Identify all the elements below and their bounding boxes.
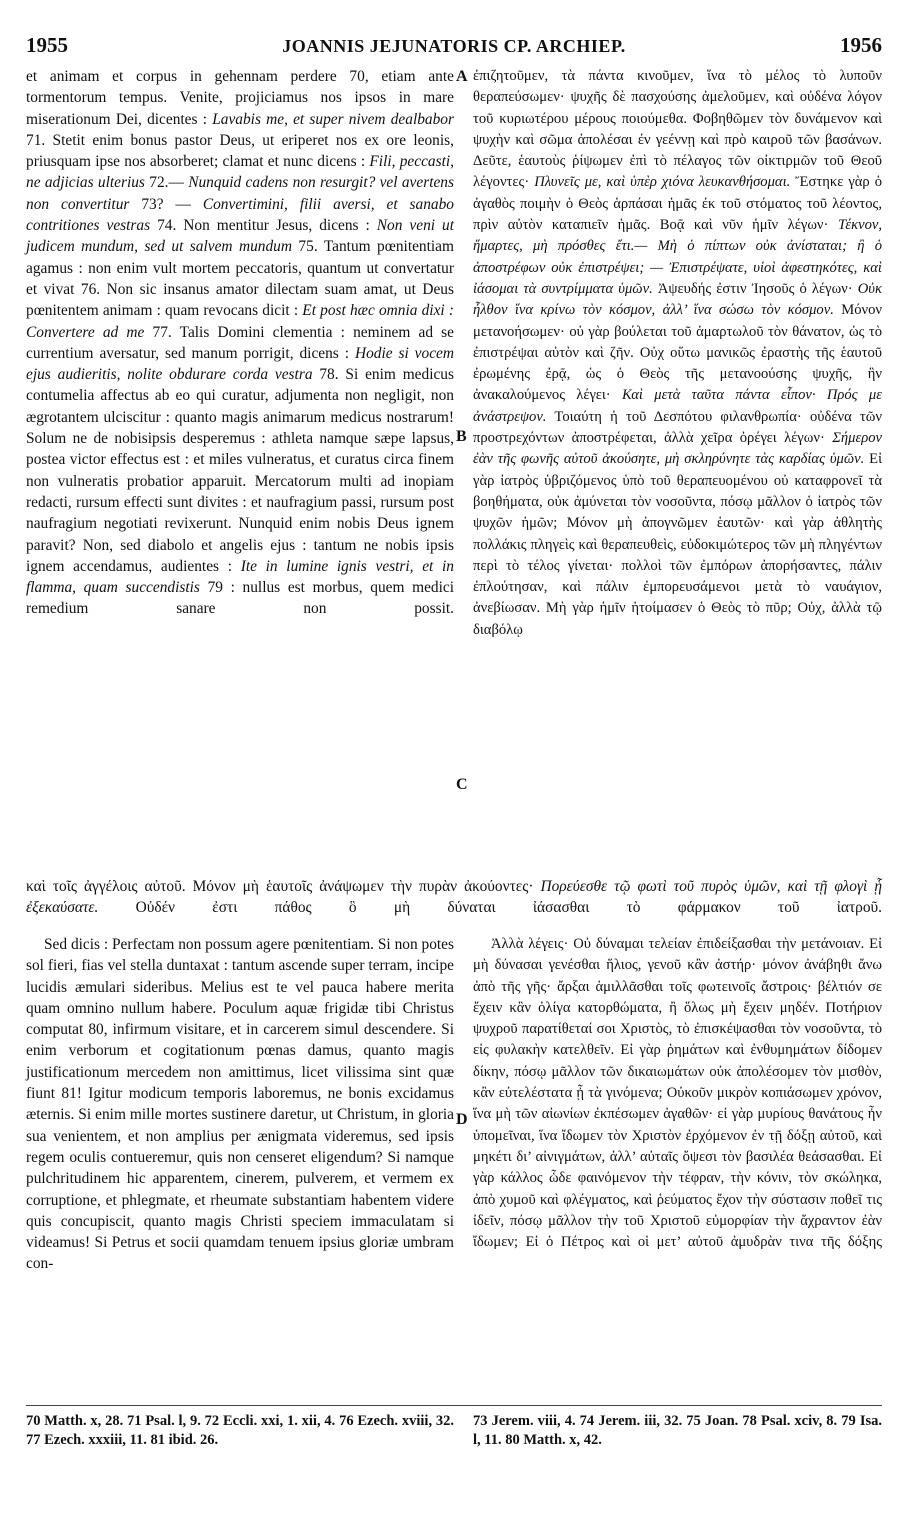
footnote-divider: [26, 1405, 882, 1406]
footnotes-right: [473, 1412, 882, 1450]
latin-paragraph: Sed dicis : Perfectam non possum agere pœnitentiam. Si non potes sol fieri, fias vel stella duntaxat : tantum ascende super terram, incipe lucidis æmulari sideribus. Melius est te vel pauca habere merita quam omnino nullum habere. Poculum aquæ frigidæ tibi Christus computat 80, infirmum visitare, et in carcerem simul descendere. Si enim verborum et cogitationum pœnas damus, quanto magis justificationum mercedem non amittimus, licet vilissima sint quæ fiunt 81! Igitur modicum temporis laboremus, ne bonis excidamus æternis. Si enim mille mortes sustinere daretur, ut Christum, in gloria sua venientem, et non amplius per ænigmata videremus, sed ipsis regem oculis contueremur, quis non censeret eligendum? Si namque pulchritudinem hic apparentem, cinerem, pulverem, et vermem ex corruptione, et phlegmate, et rheumate substantiam habentem videre quis concupiscit, quanto magis Christi speciem immaculatam si videamus! Si Petrus et socii quamdam tenuem ipsius gloriæ umbram con-: [26, 936, 454, 1273]
latin-paragraph: et animam et corpus in gehennam perdere 70, etiam ante tormentorum tempus. Venite, projiciamus nos ipsos in mare miserationum Dei, dicentes : Lavabis me, et super nivem dealbabor 71. Stetit enim bonus pastor Deus, ut eriperet nos ex ore leonis, priusquam ipse nos absorberet; clamat et nunc dicens : Fili, peccasti, ne adjicias ulterius 72.— Nunquid cadens non resurgit? vel avertens non convertitur 73? — Convertimini, filii aversi, et sanabo contritiones vestras 74. Non mentitur Jesus, dicens : Non veni ut judicem mundum, sed ut salvem mundum 75. Tantum pœnitentiam agamus : non enim vult mortem peccatoris, quantum ut convertatur et vivat 76. Non sic insanus amator dilectam suam amat, ut Deus pœnitentem animam : quam revocans dicit : Et post hæc omnia dixi : Convertere ad me 77. Talis Domini clementia : neminem ad se currentium aversatur, sed manum porrigit, dicens : Hodie si vocem ejus audieritis, nolite obdurare corda vestra 78. Si enim medicus contumelia affectus ab eo qui curatur, adjumenta non negligit, non ægrotantem ulciscitur : quanto magis animarum medicus nostrarum! Solum ne de nobisipsis desperemus : athleta namque sæpe lapsus, postea victor effectus est : et miles vulneratus, et curatus circa finem non vulneratis probatior apparuit. Mercatorum multi ad inopiam redacti, rursum effecti sunt divites : et naufragium passi, rursum post naufragium negotiati revixerunt. Nunquid enim nobis Deus ignem paravit? Non, sed diabolo et angelis ejus : tantum ne nobis ipsis ignem accendamus, audientes : Ite in lumine ignis vestri, et in flamma, quam succendistis 79 : nullus est morbus, quem medici remedium sanare non possit.: [26, 68, 455, 618]
margin-letter-b: B: [456, 428, 467, 445]
full-width-paragraph: καὶ τοῖς ἀγγέλοις αὐτοῦ. Μόνον μὴ ἑαυτοῖς ἀνάψωμεν τὴν πυρὰν ἀκούοντες· Πορεύεσθε τῷ φωτὶ τοῦ πυρὸς ὑμῶν, καὶ τῇ φλογὶ ᾗ ἐξεκαύσατε. Οὐδέν ἐστι πάθος ὃ μὴ δύναται ἰάσασθαι τὸ φάρμακον τοῦ ἰατροῦ.: [26, 878, 882, 917]
footnotes-left: [26, 1412, 454, 1450]
left-page-number: 1955: [26, 33, 68, 57]
greek-column-lower: [473, 934, 882, 1253]
margin-letter-c: C: [456, 776, 468, 793]
greek-paragraph: Ἀλλὰ λέγεις· Οὐ δύναμαι τελείαν ἐπιδείξασθαι τὴν μετάνοιαν. Εἰ μὴ δύνασαι γενέσθαι ἥλιος, γενοῦ κἂν ἀστήρ· μόνον ἀνάβηθι ἄνω ἀπὸ τῆς γῆς· ἄρξαι ἁμιλλᾶσθαι τοῖς φωτεινοῖς ἄστροις· βέλτιόν σε ἔχειν κἂν ὀλίγα κατορθώματα, ἢ ὅλως μὴ ἔχειν μηδέν. Ποτήριον ψυχροῦ παρατίθεταί σοι Χριστὸς, τὸ ἐπισκέψασθαι τὸν νοσοῦντα, τὸ εἰς φυλακὴν κατελθεῖν. Εἰ γὰρ ῥημάτων καὶ ἐνθυμημάτων δίδομεν δίκην, πόσῳ μᾶλλον τῶν δικαιωμάτων οὐκ ἀπολέσομεν τὸν μισθὸν, κἂν εὐτελέστατα ᾖ τὰ γινόμενα; Οὐκοῦν μικρὸν κοπιάσωμεν χρόνον, ἵνα μὴ τῶν αἰωνίων ἐκπέσωμεν ἀγαθῶν· εἰ γὰρ μυρίους θανάτους ἦν ὑπομεῖναι, ἵνα ἴδωμεν τὸν Χριστὸν ἐρχόμενον ἐν τῇ δόξῃ αὐτοῦ, καὶ μηκέτι δι’ αἰνιγμάτων, ἀλλ’ αὐταῖς ὄψεσι τὸν βασιλέα θεάσασθαι. Εἰ γὰρ κάλλος ὧδε φαινόμενον τὴν τέφραν, τὴν κόνιν, τὸν σκώληκα, ἀπὸ χυμοῦ καὶ φλέγματος, καὶ ῥεύματος ἔχον τὴν σύστασιν ποθεῖ τις ἰδεῖν, πόσῳ μᾶλλον τὴν τοῦ Χριστοῦ εὐμορφίαν τὴν ἄχραντον ἐὰν ἴδωμεν; Εἰ ὁ Πέτρος καὶ οἱ μετ’ αὐτοῦ ἀμυδρὰν τινα τῆς δόξης: [473, 936, 882, 1251]
latin-column-lower: [26, 934, 454, 1275]
running-title: JOANNIS JEJUNATORIS CP. ARCHIEP.: [282, 36, 626, 56]
right-page-number: 1956: [839, 33, 882, 57]
greek-paragraph: ἐπιζητοῦμεν, τὰ πάντα κινοῦμεν, ἵνα τὸ μέλος τὸ λυποῦν θεραπεύσωμεν· ψυχῆς δὲ πασχούσης ἀμελοῦμεν, καὶ οὐδένα λόγον τοῦ κυριωτέρου μέρους ποιούμεθα. Φοβηθῶμεν τὸν δυνάμενον καὶ ψυχὴν καὶ σῶμα ἀπολέσαι ἐν γεέννῃ καὶ πρὸ καιροῦ τῶν βασάνων. Δεῦτε, ἑαυτοὺς ῥίψωμεν ἐπὶ τὸ πέλαγος τῶν οἰκτιρμῶν τοῦ Θεοῦ λέγοντες· Πλυνεῖς με, καὶ ὑπὲρ χιόνα λευκανθήσομαι. Ἔστηκε γὰρ ὁ ἀγαθὸς ποιμὴν ὁ Θεὸς ἁρπάσαι ἡμᾶς ἐκ τοῦ στόματος τοῦ λέοντος, πρὶν αὐτὸν καταπιεῖν ἡμᾶς. Βοᾷ καὶ νῦν ἡμῖν λέγων· Τέκνον, ἥμαρτες, μὴ πρόσθες ἔτι.— Μὴ ὁ πίπτων οὐκ ἀνίσταται; ἢ ὁ ἀποστρέφων οὐκ ἐπιστρέψει; — Ἐπιστρέψατε, υἱοὶ ἀφεστηκότες, καὶ ἰάσομαι τὰ συντρίμματα ὑμῶν. Ἀψευδής ἐστιν Ἰησοῦς ὁ λέγων· Οὐκ ἦλθον ἵνα κρίνω τὸν κόσμον, ἀλλ’ ἵνα σώσω τὸν κόσμον. Μόνον μετανοήσωμεν· οὐ γὰρ βούλεται τοῦ ἁμαρτωλοῦ τὸν θάνατον, ὡς τὸ ἐπιστρέψαι αὐτὸν καὶ ζῆν. Οὐχ οὕτω μανικῶς ἐραστὴς τῆς ἑαυτοῦ ἐρωμένης ἐρᾷ, ὡς ὁ Θεὸς τῆς μετανοούσης ψυχῆς, ἣν ἀνακαλούμενος λέγει· Καὶ μετὰ ταῦτα πάντα εἶπον· Πρός με ἀνάστρεψον. Τοιαύτη ἡ τοῦ Δεσπότου φιλανθρωπία· οὐδένα τῶν προστρεχόντων ἀποστρέφεται, ἀλλὰ χεῖρα ὀρέγει λέγων· Σήμερον ἐὰν τῆς φωνῆς αὐτοῦ ἀκούσητε, μὴ σκληρύνητε τὰς καρδίας ὑμῶν. Εἰ γὰρ ἰατρὸς ὑβριζόμενος ὑπὸ τοῦ θεραπευομένου οὐ καταφρονεῖ τὰ βοηθήματα, οὐκ ἀμύνεται τὸν νοσοῦντα, πόσῳ μᾶλλον ὁ ἰατρὸς τῶν ψυχῶν ἡμῶν; Μόνον μὴ ἀπογνῶμεν ἑαυτῶν· καὶ γὰρ ἀθλητὴς πολλάκις πληγεὶς καὶ θεραπευθεὶς, εὐδοκιμώτερος τῶν μὴ πληγέντων περὶ τὸ τέλος γίνεται· πολλοὶ τῶν ἐμπόρων ἀπορήσαντες, πάλιν ἐπλούτησαν, καὶ πάλιν ἐμπορευσάμενοι μετὰ τὸ ναυάγιον, ἀνεβίωσαν. Μὴ γὰρ ἡμῖν ἡτοίμασεν ὁ Θεὸς τὸ πῦρ; Οὐχ, ἀλλὰ τῷ διαβόλῳ: [473, 68, 883, 638]
footnote-text: 73 Jerem. viii, 4. 74 Jerem. iii, 32. 75 Joan. 78 Psal. xciv, 8. 79 Isa. l, 11. 80 Matth. x, 42.: [473, 1413, 882, 1448]
running-header: [26, 33, 882, 59]
greek-column-upper: [473, 66, 882, 641]
full-width-greek-line: [26, 876, 882, 919]
margin-letter-d: D: [456, 1111, 468, 1128]
latin-column-upper: [26, 66, 454, 620]
footnote-text: 70 Matth. x, 28. 71 Psal. l, 9. 72 Eccli. xxi, 1. xii, 4. 76 Ezech. xviii, 32. 77 Ezech. xxxiii, 11. 81 ibid. 26.: [26, 1413, 454, 1448]
margin-letter-a: A: [456, 68, 468, 85]
